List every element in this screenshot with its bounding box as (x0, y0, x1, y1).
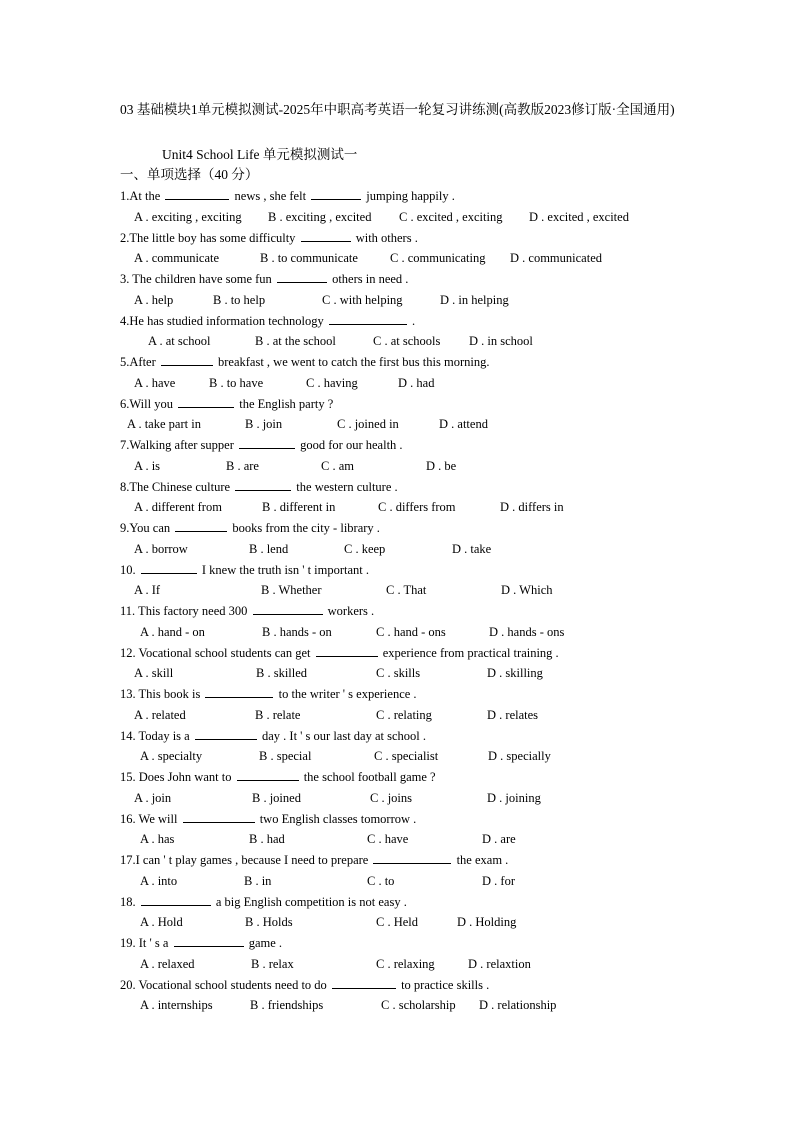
question-stem (120, 186, 720, 207)
option-row (120, 829, 720, 850)
answer-blank[interactable] (161, 352, 213, 366)
answer-option[interactable]: D . skilling (487, 666, 543, 680)
answer-option[interactable]: A . have (134, 375, 176, 390)
question-text: breakfast , we went to catch the first bus this morning. (218, 355, 490, 369)
question-item (120, 643, 720, 685)
option-row (120, 912, 720, 933)
answer-option[interactable]: C . with helping (322, 292, 403, 307)
question-text: 2.The little boy has some difficulty (120, 230, 296, 245)
question-stem (120, 975, 720, 996)
answer-option[interactable]: C . differs from (378, 500, 456, 514)
answer-option[interactable]: A . at school (148, 334, 211, 348)
answer-option[interactable]: D . attend (439, 417, 488, 431)
question-item (120, 975, 720, 1017)
question-text: 15. Does John want to (120, 770, 232, 784)
answer-option[interactable]: D . specially (488, 749, 551, 763)
question-text: others in need . (332, 272, 409, 286)
answer-option[interactable]: A . into (140, 873, 178, 888)
answer-option[interactable]: C . excited , exciting (399, 209, 503, 224)
question-text: 13. This book is (120, 687, 201, 701)
answer-blank[interactable] (301, 228, 351, 242)
answer-option[interactable]: D . Which (501, 583, 553, 597)
answer-blank[interactable] (332, 975, 396, 989)
question-stem (120, 311, 720, 332)
question-item (120, 186, 720, 228)
answer-option[interactable]: B . at the school (255, 334, 336, 348)
section-heading: 一、单项选择（40 分） (120, 167, 259, 182)
answer-option[interactable]: D . for (482, 873, 515, 888)
question-item (120, 933, 720, 975)
option-row (120, 871, 720, 892)
question-text: 6.Will you (120, 396, 173, 411)
question-item (120, 892, 720, 934)
option-row (120, 995, 720, 1016)
question-text: 20. Vocational school students need to do (120, 977, 327, 992)
answer-option[interactable]: B . skilled (256, 666, 308, 680)
answer-option[interactable]: D . be (426, 458, 457, 473)
question-stem (120, 684, 720, 705)
answer-blank[interactable] (165, 186, 229, 200)
question-stem (120, 892, 720, 913)
question-text: experience from practical training . (382, 645, 559, 660)
answer-option[interactable]: A . exciting , exciting (134, 209, 242, 224)
question-stem (120, 560, 720, 581)
question-text: 14. Today is a (120, 728, 190, 743)
question-text: good for our health . (300, 438, 403, 452)
option-row (120, 248, 720, 269)
answer-option[interactable]: C . joins (370, 790, 413, 805)
answer-blank[interactable] (178, 394, 234, 408)
question-text: 8.The Chinese culture (120, 479, 231, 494)
answer-blank[interactable] (373, 850, 451, 864)
answer-option[interactable]: A . communicate (134, 251, 220, 265)
question-item (120, 601, 720, 643)
question-item (120, 269, 720, 311)
option-row (120, 373, 720, 394)
answer-option[interactable]: B . are (226, 458, 259, 473)
answer-option[interactable]: C . relaxing (376, 956, 435, 971)
answer-blank[interactable] (175, 518, 227, 532)
question-text: . (412, 313, 416, 328)
question-list (120, 186, 720, 1016)
answer-option[interactable]: A . different from (134, 500, 222, 514)
question-item (120, 850, 720, 892)
question-item (120, 311, 720, 353)
question-text: I knew the truth isn ' t important . (201, 562, 370, 577)
document-title: 03 基础模块1单元模拟测试-2025年中职高考英语一轮复习讲练测(高教版2023修订版·全国通用) (120, 102, 675, 117)
question-text: the western culture . (296, 479, 398, 494)
question-text: 17.I can ' t play games , because I need to prepare (120, 853, 369, 867)
question-stem (120, 477, 720, 498)
answer-blank[interactable] (183, 809, 255, 823)
answer-option[interactable]: C . have (367, 832, 409, 846)
answer-option[interactable]: D . in helping (440, 292, 509, 307)
answer-option[interactable]: B . join (245, 417, 283, 431)
answer-option[interactable]: C . scholarship (381, 998, 456, 1012)
answer-option[interactable]: D . hands - ons (489, 624, 565, 639)
question-text: workers . (327, 604, 375, 618)
question-text: news , she felt (234, 189, 307, 203)
question-text: the English party ? (239, 396, 334, 411)
answer-option[interactable]: D . take (452, 541, 492, 556)
answer-option[interactable]: D . relaxtion (468, 956, 531, 971)
answer-option[interactable]: D . had (398, 375, 435, 390)
question-item (120, 518, 720, 560)
option-row (120, 954, 720, 975)
answer-option[interactable]: B . lend (249, 541, 289, 556)
question-text: 4.He has studied information technology (120, 313, 324, 328)
answer-blank[interactable] (141, 560, 197, 574)
question-text: 19. It ' s a (120, 936, 169, 950)
answer-option[interactable]: A . has (140, 832, 175, 846)
answer-option[interactable]: B . Holds (245, 915, 293, 929)
answer-option[interactable]: B . hands - on (262, 624, 332, 639)
question-item (120, 684, 720, 726)
answer-option[interactable]: D . in school (469, 334, 533, 348)
answer-option[interactable]: B . exciting , excited (268, 209, 372, 224)
answer-option[interactable]: A . borrow (134, 541, 188, 556)
answer-option[interactable]: A . related (134, 707, 186, 722)
answer-option[interactable]: C . relating (376, 707, 432, 722)
answer-option[interactable]: A . hand - on (140, 624, 205, 639)
answer-option[interactable]: C . hand - ons (376, 624, 446, 639)
answer-option[interactable]: B . joined (252, 790, 301, 805)
question-text: 10. (120, 562, 136, 577)
option-row (120, 207, 720, 228)
answer-option[interactable]: A . skill (134, 666, 174, 680)
answer-option[interactable]: A . If (134, 583, 161, 597)
answer-option[interactable]: C . Held (376, 915, 419, 929)
question-stem (120, 767, 720, 788)
question-text: the exam . (456, 853, 509, 867)
answer-option[interactable]: C . specialist (374, 749, 439, 763)
answer-option[interactable]: A . internships (140, 998, 213, 1012)
question-stem (120, 850, 720, 871)
option-row (120, 788, 720, 809)
answer-blank[interactable] (277, 269, 327, 283)
answer-option[interactable]: D . differs in (500, 500, 564, 514)
answer-option[interactable]: C . keep (344, 541, 386, 556)
answer-option[interactable]: B . relax (251, 956, 294, 971)
answer-option[interactable]: B . to help (213, 292, 266, 307)
answer-blank[interactable] (141, 892, 211, 906)
question-item (120, 228, 720, 270)
answer-option[interactable]: C . communicating (390, 251, 486, 265)
option-row (120, 705, 720, 726)
option-row (120, 290, 720, 311)
answer-blank[interactable] (205, 684, 273, 698)
question-item (120, 560, 720, 602)
answer-blank[interactable] (329, 311, 407, 325)
question-stem (120, 933, 720, 954)
question-item (120, 767, 720, 809)
question-stem (120, 352, 720, 373)
question-stem (120, 809, 720, 830)
option-row (120, 746, 720, 767)
answer-option[interactable]: D . joining (487, 790, 541, 805)
question-text: the school football game ? (303, 770, 436, 784)
question-text: 12. Vocational school students can get (120, 645, 311, 660)
answer-option[interactable]: A . relaxed (140, 956, 195, 971)
question-stem (120, 394, 720, 415)
question-text: a big English competition is not easy . (215, 894, 407, 909)
question-item (120, 477, 720, 519)
question-text: to practice skills . (401, 977, 490, 992)
question-item (120, 726, 720, 768)
question-text: 9.You can (120, 521, 171, 535)
question-text: two English classes tomorrow . (259, 811, 417, 826)
answer-blank[interactable] (174, 933, 244, 947)
answer-option[interactable]: C . to (367, 873, 395, 888)
answer-option[interactable]: D . communicated (510, 251, 602, 265)
answer-blank[interactable] (311, 186, 361, 200)
question-stem (120, 269, 720, 290)
answer-option[interactable]: D . excited , excited (529, 209, 629, 224)
answer-option[interactable]: B . Whether (261, 583, 322, 597)
answer-option[interactable]: D . are (482, 832, 516, 846)
question-text: with others . (355, 230, 418, 245)
answer-option[interactable]: B . to have (209, 375, 264, 390)
answer-blank[interactable] (237, 767, 299, 781)
answer-option[interactable]: C . at schools (373, 334, 441, 348)
question-text: 7.Walking after supper (120, 438, 234, 452)
answer-blank[interactable] (195, 726, 257, 740)
question-text: to the writer ' s experience . (278, 687, 417, 701)
question-text: books from the city - library . (232, 521, 380, 535)
answer-option[interactable]: A . help (134, 292, 174, 307)
answer-blank[interactable] (316, 643, 378, 657)
option-row (120, 414, 720, 435)
question-text: 1.At the (120, 189, 161, 203)
unit-subtitle: Unit4 School Life 单元模拟测试一 (162, 147, 358, 162)
answer-option[interactable]: B . had (249, 832, 285, 846)
answer-blank[interactable] (235, 477, 291, 491)
answer-option[interactable]: A . take part in (127, 417, 201, 431)
answer-option[interactable]: C . skills (376, 666, 421, 680)
option-row (120, 456, 720, 477)
answer-blank[interactable] (239, 435, 295, 449)
question-text: game . (248, 936, 283, 950)
option-row (120, 663, 720, 684)
question-stem (120, 726, 720, 747)
option-row (120, 497, 720, 518)
answer-option[interactable]: A . specialty (140, 749, 203, 763)
question-stem (120, 643, 720, 664)
question-stem (120, 228, 720, 249)
answer-option[interactable]: B . to communicate (260, 251, 358, 265)
question-text: 16. We will (120, 811, 178, 826)
question-text: 3. The children have some fun (120, 272, 272, 286)
question-item (120, 352, 720, 394)
question-stem (120, 435, 720, 456)
question-item (120, 394, 720, 436)
answer-option[interactable]: C . having (306, 375, 358, 390)
answer-option[interactable]: C . That (386, 583, 427, 597)
option-row (120, 580, 720, 601)
option-row (120, 331, 720, 352)
question-stem (120, 518, 720, 539)
answer-option[interactable]: B . special (259, 749, 312, 763)
option-row (120, 539, 720, 560)
answer-option[interactable]: D . relationship (479, 998, 557, 1012)
answer-option[interactable]: A . is (134, 458, 161, 473)
question-text: 11. This factory need 300 (120, 604, 248, 618)
answer-option[interactable]: C . am (321, 458, 354, 473)
question-item (120, 809, 720, 851)
answer-option[interactable]: A . join (134, 790, 172, 805)
question-text: day . It ' s our last day at school . (261, 728, 427, 743)
answer-option[interactable]: B . friendships (250, 998, 324, 1012)
question-text: jumping happily . (366, 189, 455, 203)
question-item (120, 435, 720, 477)
option-row (120, 622, 720, 643)
question-text: 18. (120, 894, 136, 909)
answer-blank[interactable] (253, 601, 323, 615)
question-stem (120, 601, 720, 622)
answer-option[interactable]: B . in (244, 873, 272, 888)
answer-option[interactable]: A . Hold (140, 915, 183, 929)
question-text: 5.After (120, 355, 156, 369)
answer-option[interactable]: C . joined in (337, 417, 399, 431)
answer-option[interactable]: B . different in (262, 500, 336, 514)
answer-option[interactable]: D . Holding (457, 915, 517, 929)
answer-option[interactable]: B . relate (255, 707, 301, 722)
answer-option[interactable]: D . relates (487, 707, 539, 722)
